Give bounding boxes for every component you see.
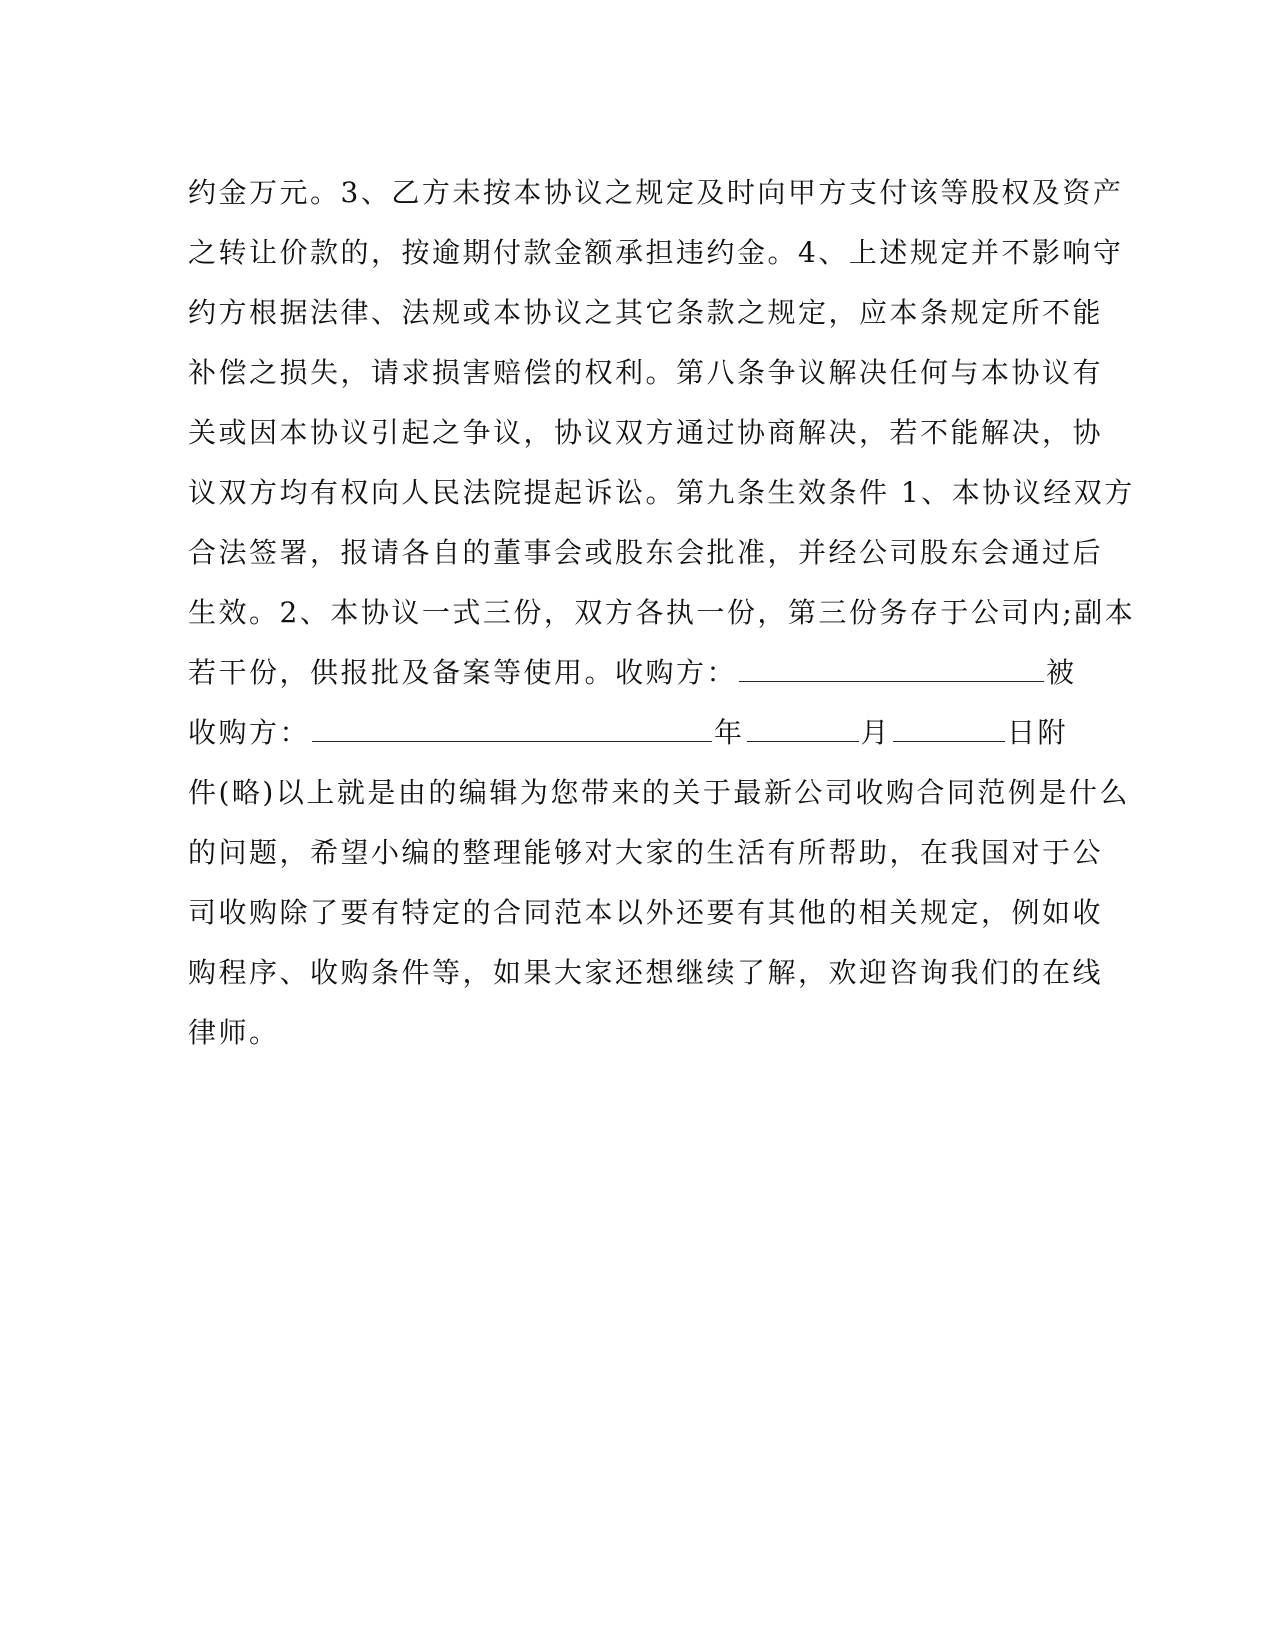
paragraph-line: 补偿之损失，请求损害赔偿的权利。第八条争议解决任何与本协议有 <box>188 356 1104 389</box>
month-label: 月 <box>860 716 892 749</box>
paragraph-line: 议双方均有权向人民法院提起诉讼。第九条生效条件 1、本协议经双方 <box>188 476 1135 509</box>
paragraph-line: 关或因本协议引起之争议，协议双方通过协商解决，若不能解决，协 <box>188 416 1104 449</box>
closing-line: 的问题，希望小编的整理能够对大家的生活有所帮助，在我国对于公 <box>188 836 1104 869</box>
year-label: 年 <box>714 716 745 749</box>
closing-line: 司收购除了要有特定的合同范本以外还要有其他的相关规定，例如收 <box>188 896 1104 929</box>
closing-line: 件(略)以上就是由的编辑为您带来的关于最新公司收购合同范例是什么 <box>188 776 1130 809</box>
acquirer-suffix: 被 <box>1046 656 1077 689</box>
paragraph-line: 合法签署，报请各自的董事会或股东会批准，并经公司股东会通过后 <box>188 536 1104 569</box>
acquiree-label: 收购方： <box>188 716 311 749</box>
acquirer-signature-line <box>188 643 1088 703</box>
acquirer-label: 若干份，供报批及备案等使用。收购方： <box>188 656 738 689</box>
day-blank <box>893 707 1005 742</box>
closing-line: 购程序、收购条件等，如果大家还想继续了解，欢迎咨询我们的在线 <box>188 956 1104 989</box>
month-blank <box>747 707 859 742</box>
acquiree-blank <box>312 707 712 742</box>
paragraph-line: 之转让价款的，按逾期付款金额承担违约金。4、上述规定并不影响守 <box>188 236 1124 269</box>
contract-body <box>188 163 1136 1063</box>
paragraph-line: 约方根据法律、法规或本协议之其它条款之规定，应本条规定所不能 <box>188 296 1104 329</box>
paragraph-line: 约金万元。3、乙方未按本协议之规定及时向甲方支付该等股权及资产 <box>188 176 1124 209</box>
day-label: 日附 <box>1007 716 1069 749</box>
acquiree-signature-line <box>188 703 1088 763</box>
acquirer-blank <box>739 647 1044 682</box>
closing-line: 律师。 <box>188 1016 280 1049</box>
paragraph-line: 生效。2、本协议一式三份，双方各执一份，第三份务存于公司内;副本 <box>188 596 1136 629</box>
